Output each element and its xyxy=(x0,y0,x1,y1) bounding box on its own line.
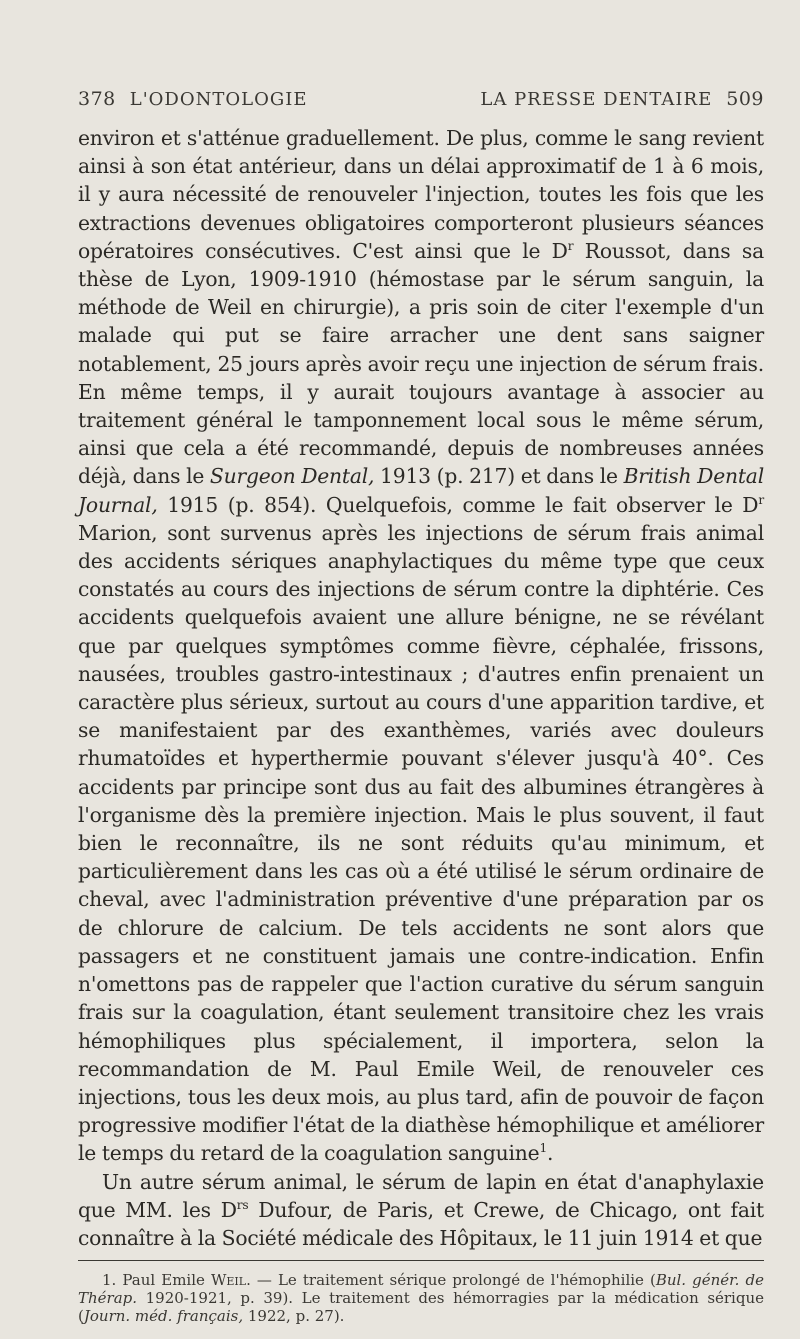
footnote-segment: Journ. méd. français, xyxy=(83,1307,244,1326)
text-segment: environ et s'atténue graduellement. De plus, comme le sang revient ainsi à son état antérieur, dans un délai approximatif de 1 à 6 mois, il y aura nécessité de renouveler l'injection, toutes les fois que les extractions devenues obligatoires comporteront plusieurs séances opératoires consécutives. C'est ainsi que le D xyxy=(78,126,764,263)
footnote-segment: Bul. génér. de Thérap. xyxy=(78,1271,764,1308)
body-text xyxy=(78,124,764,1252)
running-head xyxy=(78,88,764,110)
footnote-segment: . — Le traitement sérique prolongé de l'hémophilie ( xyxy=(246,1271,656,1290)
page-number-right: 509 xyxy=(726,88,764,110)
running-head-left xyxy=(78,88,307,110)
text-segment: 1 xyxy=(539,1141,548,1156)
text-segment: British Dental Journal, xyxy=(78,464,764,517)
journal-title-left: L'ODONTOLOGIE xyxy=(129,89,308,110)
footnote-segment: 1922, p. 27). xyxy=(243,1307,345,1326)
text-segment: . xyxy=(547,1141,554,1166)
text-segment: r xyxy=(567,239,574,254)
page-number-left: 378 xyxy=(78,88,116,110)
text-segment: Roussot, dans sa thèse de Lyon, 1909-1910 (hémostase par le sérum sanguin, la méthode de Weil en chirurgie), a pris soin de citer l'exemple d'un malade qui put se faire arracher une dent sans saigner notablement, 25 jours après avoir reçu une injection de sérum frais. En même temps, il y aurait toujours avantage à associer au traitement général le tamponnement local sous le même sérum, ainsi que cela a été recommandé, depuis de nombreuses années déjà, dans le xyxy=(78,238,764,489)
text-segment: 1915 (p. 854). Quelquefois, comme le fait observer le D xyxy=(157,492,759,517)
footnote-segment: 1. Paul Emile xyxy=(102,1271,211,1290)
footnote-segment: 1920-1921, p. 39). Le traitement des hémorragies par la médication sérique ( xyxy=(78,1289,764,1326)
footnote xyxy=(78,1271,764,1325)
text-segment: Surgeon Dental, xyxy=(209,464,375,489)
running-head-right xyxy=(480,88,764,110)
footnotes xyxy=(78,1271,764,1325)
text-segment: r xyxy=(758,492,764,507)
text-segment: Un autre sérum animal, le sérum de lapin en état d'anaphylaxie que MM. les D xyxy=(78,1169,764,1222)
text-segment: rs xyxy=(236,1197,249,1212)
footnote-rule xyxy=(78,1260,764,1261)
paragraph xyxy=(78,1168,764,1253)
journal-title-right: LA PRESSE DENTAIRE xyxy=(480,89,713,110)
text-segment: 1913 (p. 217) et dans le xyxy=(374,464,624,489)
footnote-segment: Weil xyxy=(210,1271,247,1290)
text-segment: Dufour, de Paris, et Crewe, de Chicago, ont fait connaître à la Société médicale des Hôpitaux, le 11 juin 1914 et que xyxy=(78,1197,764,1250)
paragraph xyxy=(78,124,764,1168)
text-segment: Marion, sont survenus après les injections de sérum frais animal des accidents sériques anaphylactiques du même type que ceux constatés au cours des injections de sérum contre la diphtérie. Ces accidents quelquefois avaient une allure bénigne, ne se révélant que par quelques symptômes comme fièvre, céphalée, frissons, nausées, troubles gastro-intestinaux ; d'autres enfin prenaient un caractère plus sérieux, surtout au cours d'une apparition tardive, et se manifestaient par des exanthèmes, variés avec douleurs rhumatoïdes et hyperthermie pouvant s'élever jusqu'à 40°. Ces accidents par principe sont dus au fait des albumines étrangères à l'organisme dès la première injection. Mais le plus souvent, il faut bien le reconnaître, ils ne sont réduits qu'au minimum, et particulièrement dans les cas où a été utilisé le sérum ordinaire de cheval, avec l'administration préventive d'une préparation par os de chlorure de calcium. De tels accidents ne sont alors que passagers et ne constituent jamais une contre-indication. Enfin n'omettons pas de rappeler que l'action curative du sérum sanguin frais sur la coagulation, étant seulement transitoire chez les vrais hémophiliques plus spécialement, il importera, selon la recommandation de M. Paul Emile Weil, de renouveler ces injections, tous les deux mois, au plus tard, afin de pouvoir de façon progressive modifier l'état de la diathèse hémophilique et améliorer le temps du retard de la coagulation sanguine xyxy=(78,520,764,1166)
